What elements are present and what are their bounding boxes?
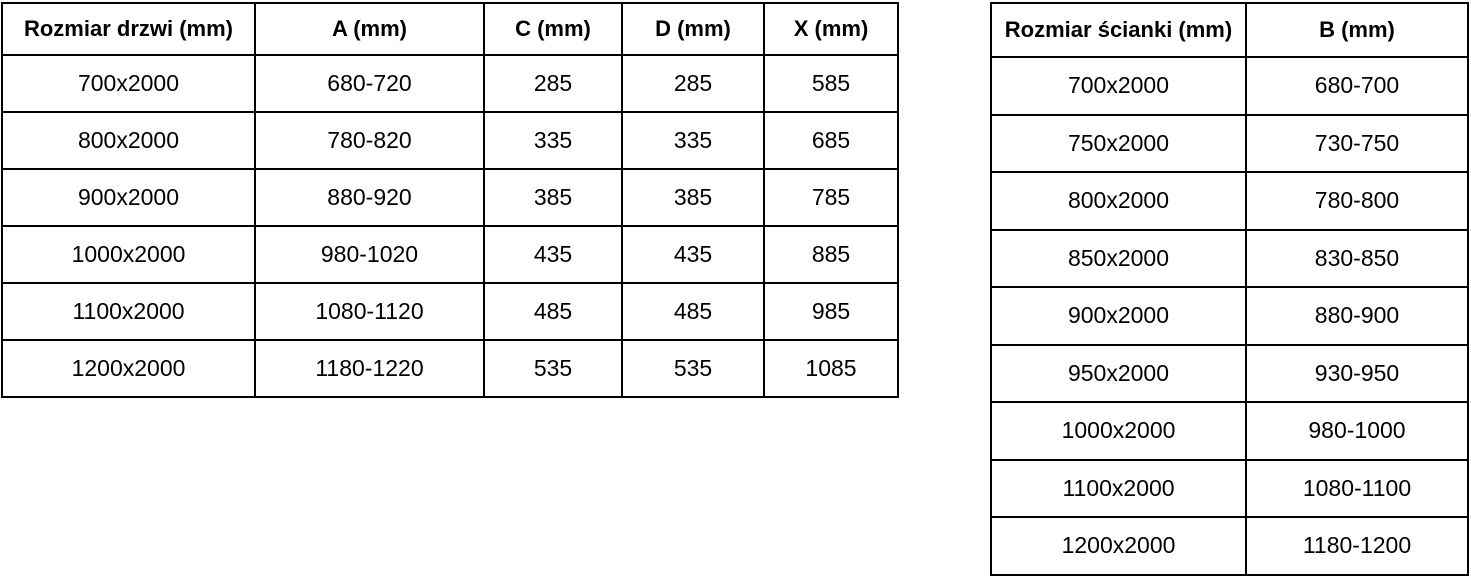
table-cell: 700x2000: [2, 55, 255, 112]
table-cell: 1000x2000: [2, 226, 255, 283]
table-row: [2, 112, 898, 169]
table-cell: 335: [484, 112, 622, 169]
table-cell: 800x2000: [2, 112, 255, 169]
table-cell: 800x2000: [991, 172, 1246, 230]
table-cell: 985: [764, 283, 898, 340]
table-cell: 485: [622, 283, 764, 340]
table-row: [2, 283, 898, 340]
table-row: [2, 226, 898, 283]
table-cell: 700x2000: [991, 57, 1246, 115]
column-header: C (mm): [484, 3, 622, 55]
table-cell: 1100x2000: [2, 283, 255, 340]
table-cell: 285: [622, 55, 764, 112]
wall-panel-sizes-table: [990, 2, 1469, 576]
column-header: Rozmiar ścianki (mm): [991, 3, 1246, 57]
table-cell: 980-1020: [255, 226, 484, 283]
table-cell: 930-950: [1246, 345, 1468, 403]
table-cell: 335: [622, 112, 764, 169]
column-header: D (mm): [622, 3, 764, 55]
table-row: [991, 402, 1468, 460]
table-cell: 680-700: [1246, 57, 1468, 115]
table-cell: 1100x2000: [991, 460, 1246, 518]
table-row: [991, 287, 1468, 345]
table-row: [991, 172, 1468, 230]
table-cell: 285: [484, 55, 622, 112]
table-row: [991, 57, 1468, 115]
column-header: B (mm): [1246, 3, 1468, 57]
table-cell: 1180-1200: [1246, 517, 1468, 575]
table-cell: 885: [764, 226, 898, 283]
table-cell: 880-900: [1246, 287, 1468, 345]
table-cell: 1085: [764, 340, 898, 397]
table-cell: 435: [622, 226, 764, 283]
table-cell: 435: [484, 226, 622, 283]
table-row: [991, 345, 1468, 403]
table-cell: 1200x2000: [2, 340, 255, 397]
table-row: [2, 169, 898, 226]
table-cell: 1080-1100: [1246, 460, 1468, 518]
table-cell: 980-1000: [1246, 402, 1468, 460]
table-cell: 750x2000: [991, 115, 1246, 173]
table-cell: 1080-1120: [255, 283, 484, 340]
door-table-header-row: [2, 3, 898, 55]
table-row: [991, 517, 1468, 575]
table-cell: 780-800: [1246, 172, 1468, 230]
table-cell: 780-820: [255, 112, 484, 169]
table-cell: 535: [484, 340, 622, 397]
table-cell: 685: [764, 112, 898, 169]
table-cell: 585: [764, 55, 898, 112]
table-cell: 830-850: [1246, 230, 1468, 288]
table-row: [991, 460, 1468, 518]
table-cell: 535: [622, 340, 764, 397]
table-cell: 1200x2000: [991, 517, 1246, 575]
table-cell: 385: [622, 169, 764, 226]
wall-table-header-row: [991, 3, 1468, 57]
column-header: X (mm): [764, 3, 898, 55]
table-cell: 900x2000: [2, 169, 255, 226]
table-cell: 1000x2000: [991, 402, 1246, 460]
table-cell: 880-920: [255, 169, 484, 226]
table-cell: 485: [484, 283, 622, 340]
table-cell: 785: [764, 169, 898, 226]
table-row: [2, 340, 898, 397]
table-row: [991, 115, 1468, 173]
table-cell: 1180-1220: [255, 340, 484, 397]
table-cell: 385: [484, 169, 622, 226]
door-sizes-table: [1, 2, 899, 398]
table-cell: 850x2000: [991, 230, 1246, 288]
table-row: [991, 230, 1468, 288]
column-header: Rozmiar drzwi (mm): [2, 3, 255, 55]
table-cell: 730-750: [1246, 115, 1468, 173]
table-cell: 950x2000: [991, 345, 1246, 403]
table-cell: 680-720: [255, 55, 484, 112]
table-row: [2, 55, 898, 112]
column-header: A (mm): [255, 3, 484, 55]
table-cell: 900x2000: [991, 287, 1246, 345]
